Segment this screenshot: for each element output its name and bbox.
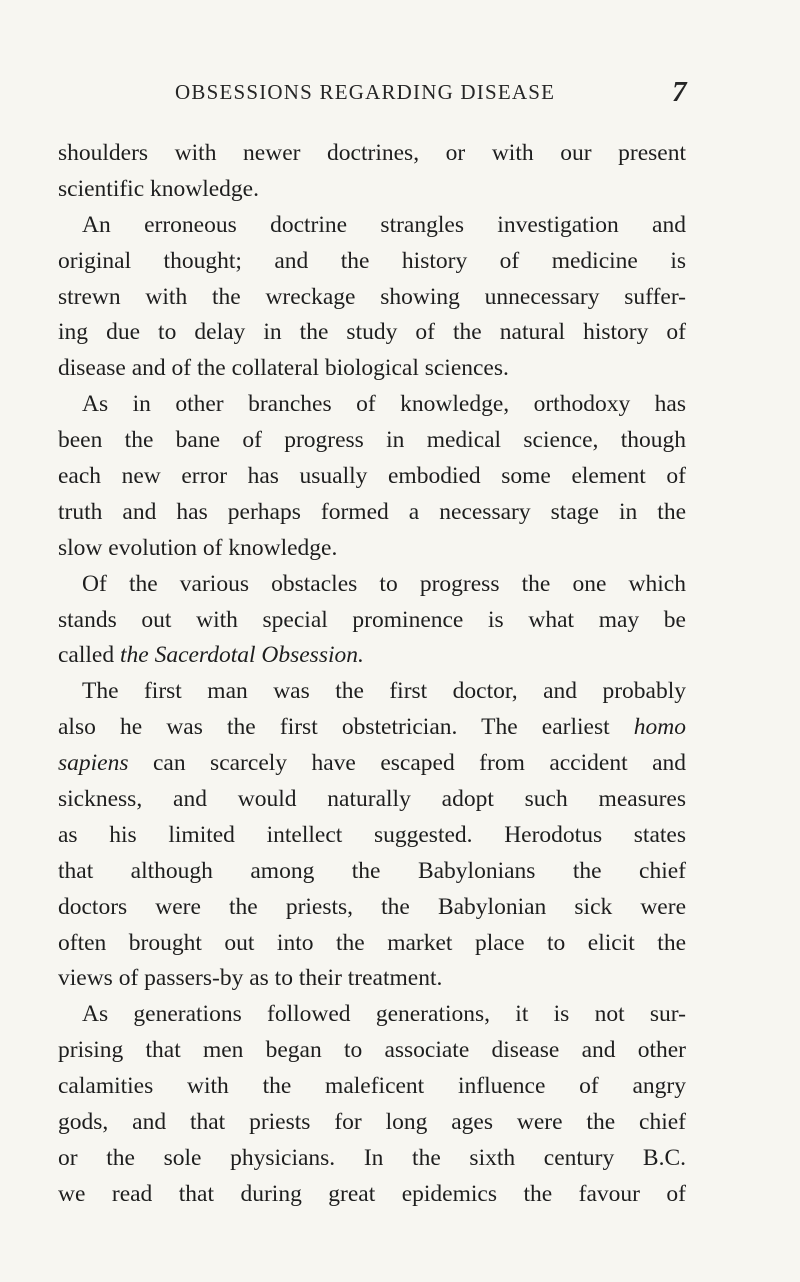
text-segment: doctors were the priests, the Babylonian sick were — [58, 893, 686, 920]
text-line — [58, 495, 686, 531]
text-line — [58, 387, 686, 423]
text-segment: shoulders with newer doctrines, or with our present — [58, 140, 686, 166]
text-segment: or the sole physicians. In the sixth century B.C. — [58, 1144, 686, 1171]
text-line — [58, 531, 686, 567]
italic-text: sapiens — [58, 750, 129, 777]
text-line — [58, 674, 686, 710]
text-segment: called — [58, 642, 120, 669]
text-segment: As in other branches of knowledge, orthodoxy has — [82, 391, 686, 418]
italic-text: homo — [633, 714, 686, 741]
body-text — [58, 136, 686, 1213]
text-line — [58, 172, 686, 208]
text-line — [58, 244, 686, 280]
text-segment: original thought; and the history of medicine is — [58, 247, 686, 274]
text-segment: slow evolution of knowledge. — [58, 534, 338, 561]
text-segment: As generations followed generations, it is not sur- — [82, 1001, 686, 1028]
text-segment: An erroneous doctrine strangles investigation and — [82, 211, 686, 238]
text-line — [58, 1177, 686, 1213]
italic-text: the Sacerdotal Obsession. — [119, 642, 364, 669]
text-segment: ing due to delay in the study of the natural history of — [58, 319, 686, 346]
text-line — [58, 854, 686, 890]
text-line — [58, 890, 686, 926]
text-line — [58, 926, 686, 962]
text-segment: gods, and that priests for long ages were the chief — [58, 1109, 686, 1136]
text-line — [58, 459, 686, 495]
text-line — [58, 782, 686, 818]
text-segment: disease and of the collateral biological sciences. — [58, 355, 509, 382]
text-segment: can scarcely have escaped from accident and — [128, 750, 686, 777]
text-line — [58, 638, 686, 674]
text-line — [58, 997, 686, 1033]
text-segment: stands out with special prominence is what may be — [58, 606, 686, 633]
text-segment: we read that during great epidemics the favour of — [58, 1180, 686, 1207]
text-line — [58, 746, 686, 782]
text-segment: truth and has perhaps formed a necessary stage in the — [58, 498, 686, 525]
text-line — [58, 1105, 686, 1141]
text-segment: that although among the Babylonians the chief — [58, 857, 686, 884]
text-segment: calamities with the maleficent influence of angry — [58, 1073, 686, 1100]
text-line — [58, 603, 686, 639]
text-line — [58, 1069, 686, 1105]
text-line — [58, 351, 686, 387]
text-line — [58, 136, 686, 172]
text-line — [58, 1033, 686, 1069]
text-line — [58, 710, 686, 746]
text-segment: as his limited intellect suggested. Herodotus states — [58, 821, 686, 848]
text-line — [58, 1141, 686, 1177]
text-segment: each new error has usually embodied some element of — [58, 463, 686, 490]
text-line — [58, 280, 686, 316]
text-line — [58, 423, 686, 459]
text-segment: views of passers-by as to their treatment. — [58, 965, 443, 992]
text-line — [58, 567, 686, 603]
text-line — [58, 208, 686, 244]
text-segment: Of the various obstacles to progress the one which — [82, 570, 686, 597]
running-title: OBSESSIONS REGARDING DISEASE — [175, 80, 556, 104]
page-number: 7 — [672, 76, 687, 108]
text-line — [58, 961, 686, 997]
text-segment: been the bane of progress in medical science, though — [58, 427, 686, 454]
text-segment: also he was the first obstetrician. The earliest — [58, 714, 634, 741]
text-line — [58, 315, 686, 351]
text-segment: strewn with the wreckage showing unnecessary suffer- — [58, 283, 686, 310]
running-head — [0, 76, 800, 108]
text-segment: often brought out into the market place to elicit the — [58, 929, 686, 956]
text-line — [58, 818, 686, 854]
text-segment: The first man was the first doctor, and probably — [82, 678, 686, 705]
text-segment: sickness, and would naturally adopt such measures — [58, 786, 686, 813]
text-segment: scientific knowledge. — [58, 175, 259, 202]
text-segment: prising that men began to associate disease and other — [58, 1037, 686, 1064]
